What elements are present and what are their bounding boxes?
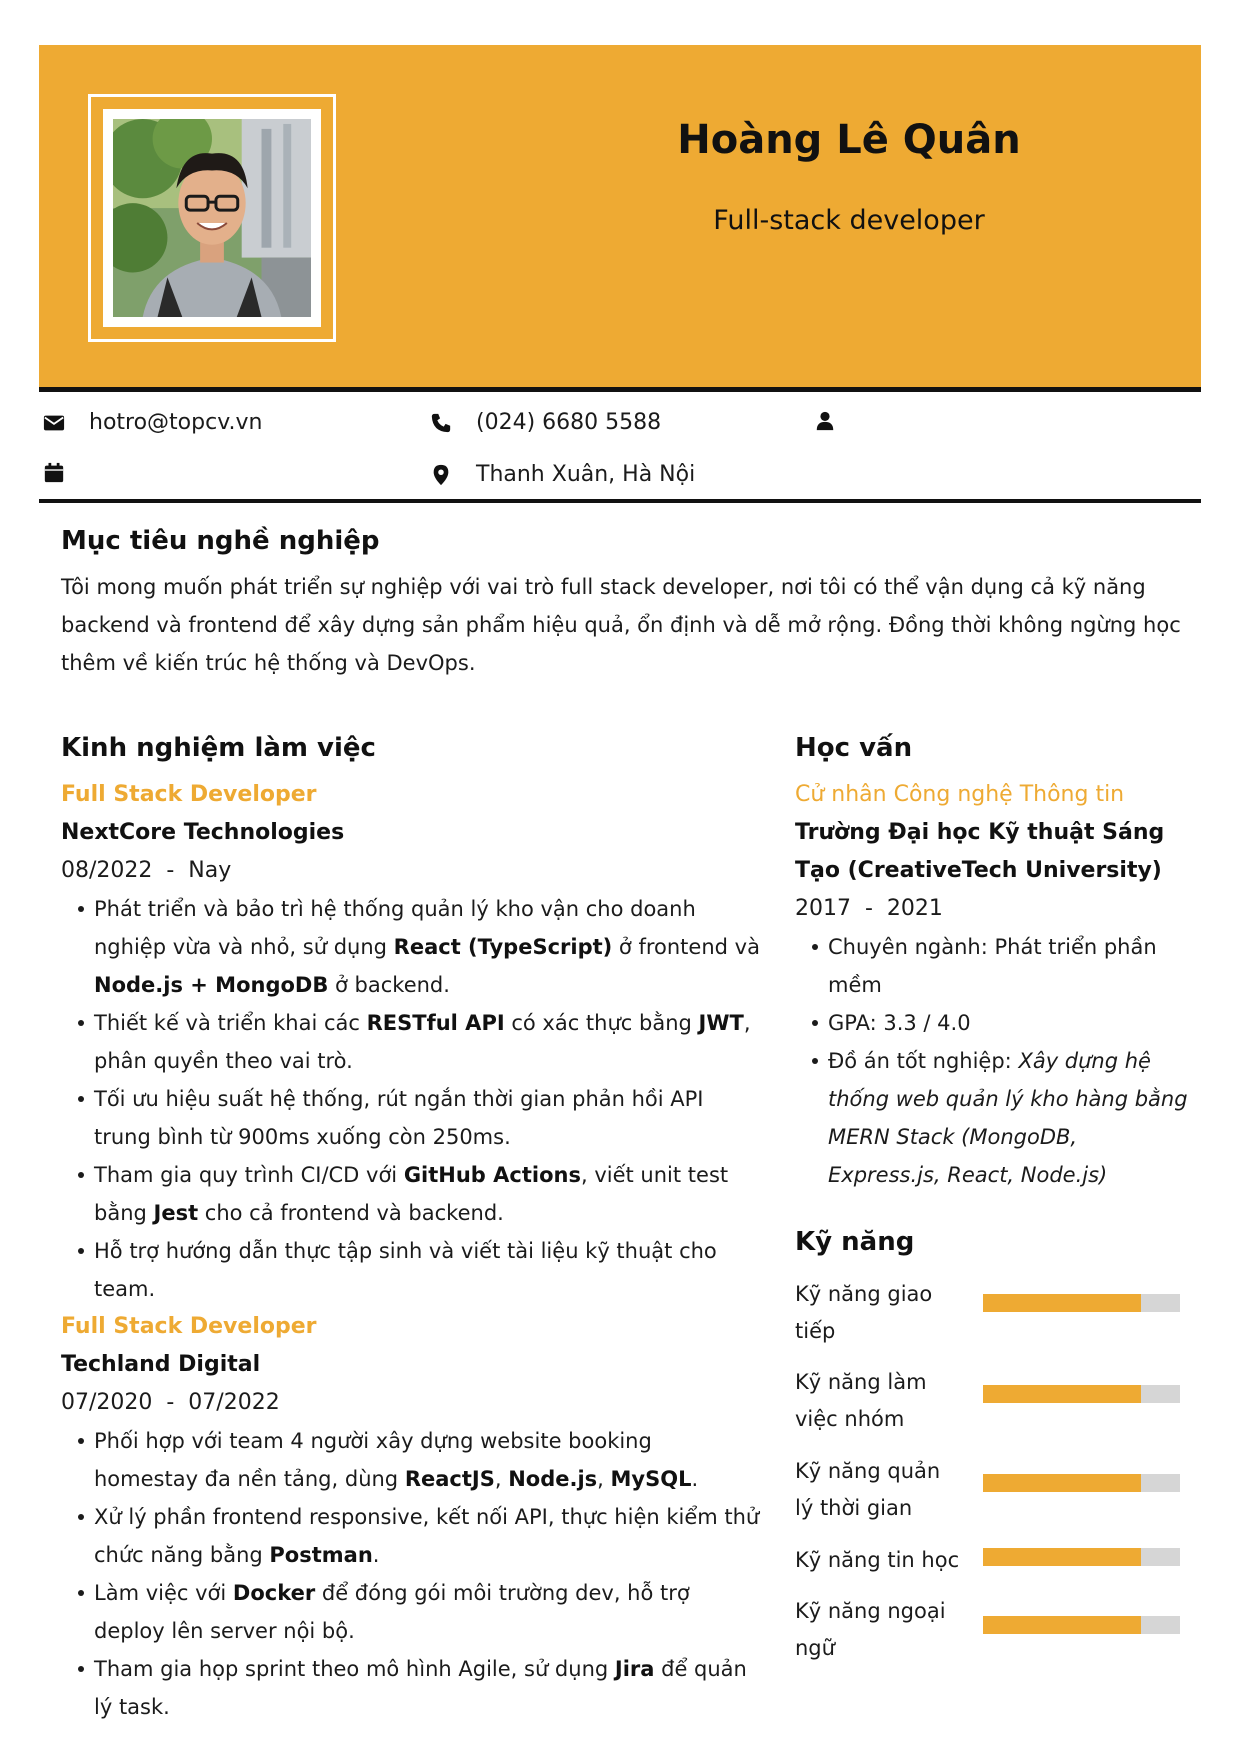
phone-icon <box>430 412 452 434</box>
job-position: Full Stack Developer <box>61 782 317 807</box>
job-bullet <box>61 1498 761 1574</box>
thesis-prefix: Đồ án tốt nghiệp: <box>828 1049 1019 1073</box>
job-position: Full Stack Developer <box>61 1314 317 1339</box>
job-bullet <box>61 890 761 1004</box>
bullet-text: Thiết kế và triển khai các <box>94 1011 367 1035</box>
skills-list <box>795 1276 1190 1696</box>
job-bullet <box>61 1080 761 1156</box>
person-icon <box>814 410 836 432</box>
contact-phone <box>430 410 661 435</box>
bullet-keyword: Docker <box>232 1581 316 1605</box>
job-period: 07/2020 - 07/2022 <box>61 1390 280 1415</box>
bullet-keyword: Jira <box>614 1657 655 1681</box>
bullet-text: Làm việc với <box>94 1581 233 1605</box>
bullet-keyword: React (TypeScript) <box>393 935 613 959</box>
bullet-text: Tham gia họp sprint theo mô hình Agile, sử dụng <box>94 1657 615 1681</box>
bullet-text: Hỗ trợ hướng dẫn thực tập sinh và viết tài liệu kỹ thuật cho team. <box>94 1239 717 1301</box>
photo-frame <box>88 94 336 342</box>
contact-location <box>430 462 695 487</box>
bullet-text: Phát triển và bảo trì hệ thống quản lý kho vận cho doanh nghiệp vừa và nhỏ, sử dụng <box>94 897 696 959</box>
bullet-keyword: ReactJS <box>404 1467 495 1491</box>
profile-photo <box>103 109 321 327</box>
bullet-text: Xử lý phần frontend responsive, kết nối API, thực hiện kiểm thử chức năng bằng <box>94 1505 760 1567</box>
header-banner <box>39 45 1201 392</box>
job-bullet <box>61 1574 761 1650</box>
objective-title: Mục tiêu nghề nghiệp <box>61 526 380 556</box>
bullet-text: để đóng gói môi trường dev, hỗ trợ deploy lên server nội bộ. <box>94 1581 690 1643</box>
education-gpa: GPA: 3.3 / 4.0 <box>795 1004 1190 1042</box>
skill-level-fill <box>983 1294 1141 1312</box>
job-bullets <box>61 890 761 1308</box>
bullet-text: để quản lý task. <box>94 1657 747 1719</box>
bullet-keyword: Node.js <box>508 1467 598 1491</box>
education-period: 2017 - 2021 <box>795 896 943 921</box>
contact-email <box>43 410 262 435</box>
bullet-text: , <box>597 1467 611 1491</box>
job-bullet <box>61 1004 761 1080</box>
bullet-text: . <box>372 1543 380 1567</box>
skill-label: Kỹ năng giao tiếp <box>795 1282 933 1343</box>
degree-title: Cử nhân Công nghệ Thông tin <box>795 782 1125 807</box>
skill-level-bar <box>983 1474 1180 1492</box>
bullet-keyword: Jest <box>153 1201 199 1225</box>
skill-level-bar <box>983 1616 1180 1634</box>
bullet-keyword: MySQL <box>610 1467 692 1491</box>
education-bullets <box>795 928 1190 1194</box>
skill-level-fill <box>983 1548 1141 1566</box>
bullet-text: . <box>691 1467 699 1491</box>
skill-level-fill <box>983 1474 1141 1492</box>
candidate-role: Full-stack developer <box>713 205 985 236</box>
job-period: 08/2022 - Nay <box>61 858 232 883</box>
bullet-text: , <box>494 1467 509 1491</box>
skill-label: Kỹ năng tin học <box>795 1548 960 1572</box>
objective-text: Tôi mong muốn phát triển sự nghiệp với vai trò full stack developer, nơi tôi có thể vận dụng cả kỹ năng backend và frontend để xây dựng sản phẩm hiệu quả, ổn định và dễ mở rộng. Đồng thời không ngừng học thêm về kiến trúc hệ thống và DevOps. <box>61 575 1181 675</box>
bullet-text: , viết unit test bằng <box>94 1163 729 1225</box>
contact-person <box>814 410 860 432</box>
job-company: Techland Digital <box>61 1352 261 1377</box>
skill-label: Kỹ năng ngoại ngữ <box>795 1599 946 1660</box>
contact-birthday <box>43 462 89 484</box>
phone-text[interactable]: (024) 6680 5588 <box>476 410 662 435</box>
profile-photo-image <box>113 119 311 317</box>
contact-divider <box>39 499 1201 503</box>
job-bullet <box>61 1232 761 1308</box>
experience-list <box>61 776 761 1726</box>
school-name: Trường Đại học Kỹ thuật Sáng Tạo (CreativeTech University) <box>795 820 1165 883</box>
candidate-name: Hoàng Lê Quân <box>677 117 1021 163</box>
job-company: NextCore Technologies <box>61 820 345 845</box>
bullet-text: Tối ưu hiệu suất hệ thống, rút ngắn thời gian phản hồi API trung bình từ 900ms xuống còn 250ms. <box>94 1087 704 1149</box>
skill-level-bar <box>983 1294 1180 1312</box>
bullet-keyword: Node.js + MongoDB <box>94 973 329 997</box>
bullet-text: , phân quyền theo vai trò. <box>94 1011 751 1073</box>
bullet-keyword: GitHub Actions <box>403 1163 581 1187</box>
map-pin-icon <box>430 464 452 486</box>
bullet-text: Phối hợp với team 4 người xây dựng website booking homestay đa nền tảng, dùng <box>94 1429 652 1491</box>
bullet-keyword: JWT <box>698 1011 744 1035</box>
skill-level-fill <box>983 1616 1141 1634</box>
thesis-title: Xây dựng hệ thống web quản lý kho hàng bằng MERN Stack (MongoDB, Express.js, React, Node.js) <box>828 1049 1188 1187</box>
education-thesis <box>795 1042 1190 1194</box>
skill-label: Kỹ năng làm việc nhóm <box>795 1370 927 1431</box>
experience-title: Kinh nghiệm làm việc <box>61 733 376 763</box>
skill-level-fill <box>983 1385 1141 1403</box>
job-bullet <box>61 1650 761 1726</box>
skill-level-bar <box>983 1385 1180 1403</box>
location-text: Thanh Xuân, Hà Nội <box>476 462 696 487</box>
job-bullet <box>61 1156 761 1232</box>
bullet-text: có xác thực bằng <box>504 1011 699 1035</box>
bullet-text: Tham gia quy trình CI/CD với <box>94 1163 404 1187</box>
education-major: Chuyên ngành: Phát triển phần mềm <box>795 928 1190 1004</box>
bullet-text: ở frontend và <box>612 935 760 959</box>
email-text[interactable]: hotro@topcv.vn <box>89 410 263 435</box>
job-bullets <box>61 1422 761 1726</box>
education-title: Học vấn <box>795 733 913 763</box>
skill-label: Kỹ năng quản lý thời gian <box>795 1459 941 1520</box>
job-bullet <box>61 1422 761 1498</box>
envelope-icon <box>43 412 65 434</box>
skills-title: Kỹ năng <box>795 1227 915 1257</box>
bullet-text: cho cả frontend và backend. <box>198 1201 504 1225</box>
bullet-text: ở backend. <box>328 973 450 997</box>
bullet-keyword: Postman <box>269 1543 373 1567</box>
calendar-icon <box>43 462 65 484</box>
bullet-keyword: RESTful API <box>366 1011 505 1035</box>
education-block <box>795 776 1190 1194</box>
skill-level-bar <box>983 1548 1180 1566</box>
contact-bar <box>39 392 1201 504</box>
